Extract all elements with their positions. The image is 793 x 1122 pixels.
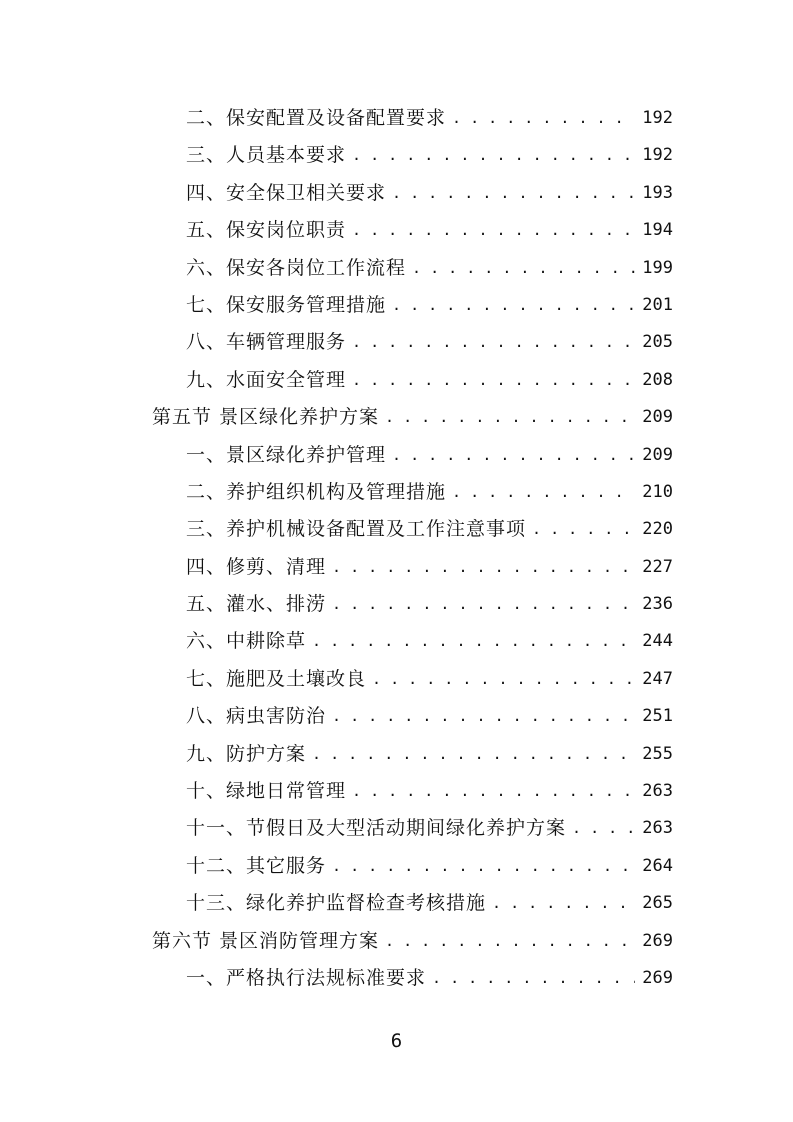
toc-entry-page: 199 — [642, 257, 673, 278]
toc-entry[interactable] — [0, 698, 673, 735]
table-of-contents — [0, 100, 793, 997]
dot-leader — [332, 698, 635, 735]
dot-leader — [432, 960, 635, 997]
page-number: 6 — [390, 1030, 403, 1052]
toc-entry-title: 四、修剪、清理 — [186, 555, 327, 578]
toc-entry-title: 十一、节假日及大型活动期间绿化养护方案 — [186, 817, 567, 840]
toc-entry[interactable] — [0, 137, 673, 174]
toc-entry[interactable] — [0, 736, 673, 773]
dot-leader — [452, 474, 635, 511]
toc-entry-title: 七、施肥及土壤改良 — [186, 667, 367, 690]
dot-leader — [352, 137, 635, 174]
toc-section-entry[interactable] — [0, 399, 673, 436]
toc-entry-page: 244 — [642, 631, 673, 652]
dot-leader — [392, 287, 635, 324]
dot-leader — [352, 212, 635, 249]
dot-leader — [332, 586, 635, 623]
dot-leader — [385, 399, 635, 436]
toc-entry-page: 193 — [642, 182, 673, 203]
toc-entry-title: 八、车辆管理服务 — [186, 331, 347, 354]
toc-entry-page: 265 — [642, 893, 673, 914]
toc-entry-title: 三、养护机械设备配置及工作注意事项 — [186, 518, 527, 541]
dot-leader — [332, 549, 635, 586]
toc-entry-title: 六、中耕除草 — [186, 630, 307, 653]
dot-leader — [492, 885, 635, 922]
toc-entry-page: 209 — [642, 444, 673, 465]
toc-entry-title: 第六节 景区消防管理方案 — [152, 929, 380, 952]
dot-leader — [532, 511, 635, 548]
toc-entry[interactable] — [0, 175, 673, 212]
toc-entry-title: 二、保安配置及设备配置要求 — [186, 107, 447, 129]
dot-leader — [392, 437, 635, 474]
toc-entry-title: 一、景区绿化养护管理 — [186, 443, 387, 466]
toc-entry[interactable] — [0, 810, 673, 847]
dot-leader — [452, 100, 635, 137]
toc-entry-title: 七、保安服务管理措施 — [186, 293, 387, 316]
toc-entry-title: 十三、绿化养护监督检查考核措施 — [186, 892, 487, 915]
toc-entry[interactable] — [0, 511, 673, 548]
toc-entry-page: 269 — [642, 967, 673, 988]
dot-leader — [372, 661, 635, 698]
toc-entry[interactable] — [0, 474, 673, 511]
toc-entry-title: 九、防护方案 — [186, 742, 307, 765]
dot-leader — [572, 810, 635, 847]
toc-entry-page: 209 — [642, 407, 673, 428]
toc-entry[interactable] — [0, 362, 673, 399]
dot-leader — [312, 736, 635, 773]
toc-entry-page: 205 — [642, 332, 673, 353]
toc-entry-title: 五、保安岗位职责 — [186, 219, 347, 242]
toc-entry[interactable] — [0, 324, 673, 361]
toc-entry-page: 220 — [642, 519, 673, 540]
toc-entry-title: 二、养护组织机构及管理措施 — [186, 480, 447, 503]
toc-entry-title: 一、严格执行法规标准要求 — [186, 966, 427, 989]
toc-entry-title: 三、人员基本要求 — [186, 144, 347, 167]
toc-entry[interactable] — [0, 848, 673, 885]
toc-entry[interactable] — [0, 549, 673, 586]
toc-entry[interactable] — [0, 437, 673, 474]
toc-entry-page: 208 — [642, 369, 673, 390]
toc-entry-page: 263 — [642, 818, 673, 839]
toc-entry-page: 236 — [642, 594, 673, 615]
toc-entry-title: 九、水面安全管理 — [186, 368, 347, 391]
dot-leader — [352, 773, 635, 810]
toc-entry[interactable] — [0, 586, 673, 623]
toc-entry-page: 210 — [642, 481, 673, 502]
dot-leader — [392, 175, 635, 212]
toc-entry-page: 194 — [642, 220, 673, 241]
toc-entry-page: 263 — [642, 781, 673, 802]
toc-entry[interactable] — [0, 623, 673, 660]
dot-leader — [385, 923, 635, 960]
toc-entry-page: 251 — [642, 706, 673, 727]
dot-leader — [352, 324, 635, 361]
toc-entry-title: 十、绿地日常管理 — [186, 780, 347, 803]
toc-entry-title: 第五节 景区绿化养护方案 — [152, 406, 380, 429]
toc-entry-page: 247 — [642, 668, 673, 689]
toc-entry[interactable] — [0, 885, 673, 922]
toc-entry-title: 五、灌水、排涝 — [186, 593, 327, 616]
toc-entry-page: 192 — [642, 145, 673, 166]
toc-entry[interactable] — [0, 287, 673, 324]
toc-entry-page: 255 — [642, 743, 673, 764]
dot-leader — [332, 848, 635, 885]
toc-entry[interactable] — [0, 661, 673, 698]
toc-entry-page: 192 — [642, 108, 673, 128]
toc-section-entry[interactable] — [0, 923, 673, 960]
toc-entry[interactable] — [0, 100, 673, 137]
dot-leader — [412, 250, 635, 287]
toc-entry-page: 264 — [642, 855, 673, 876]
toc-entry[interactable] — [0, 773, 673, 810]
toc-entry[interactable] — [0, 250, 673, 287]
toc-entry-page: 269 — [642, 930, 673, 951]
toc-entry-title: 四、安全保卫相关要求 — [186, 181, 387, 204]
toc-entry-title: 八、病虫害防治 — [186, 705, 327, 728]
toc-entry[interactable] — [0, 960, 673, 997]
dot-leader — [352, 362, 635, 399]
toc-entry-title: 六、保安各岗位工作流程 — [186, 256, 407, 279]
toc-entry-title: 十二、其它服务 — [186, 854, 327, 877]
toc-entry[interactable] — [0, 212, 673, 249]
toc-entry-page: 201 — [642, 294, 673, 315]
toc-entry-page: 227 — [642, 556, 673, 577]
dot-leader — [312, 623, 635, 660]
